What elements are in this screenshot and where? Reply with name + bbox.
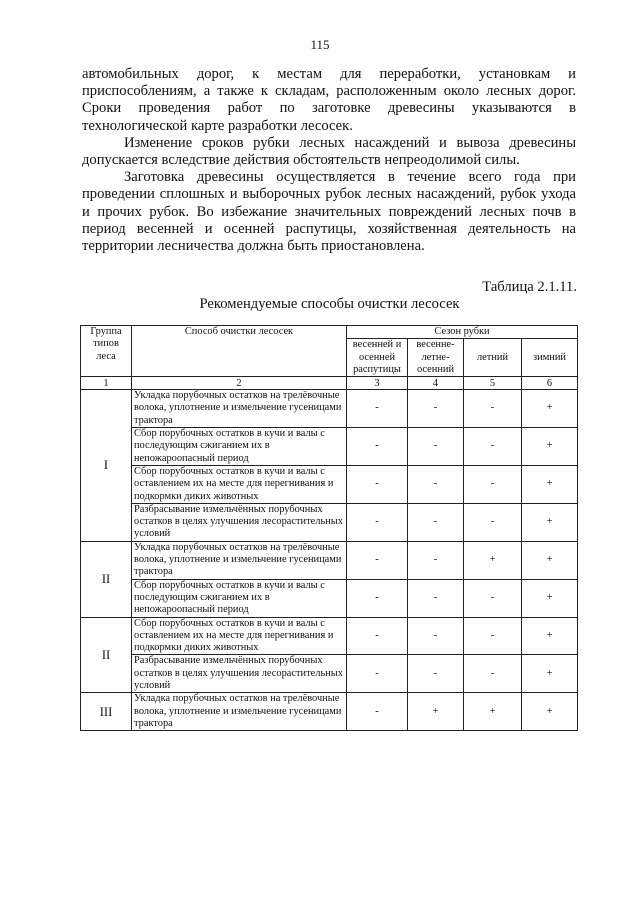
mark-cell: + xyxy=(464,693,522,731)
table-row xyxy=(81,465,578,503)
mark-cell: - xyxy=(408,428,464,466)
mark-cell: + xyxy=(522,465,578,503)
paragraph: Заготовка древесины осуществляется в течение всего года при проведении сплошных и выборочных рубок лесных насаждений, рубок ухода и прочих рубок. Во избежание значительных повреждений лесных почв в период весенней и осенней распутицы, хозяйственная деятельность на территории лесничества должна быть приостановлена. xyxy=(82,169,576,255)
mark-cell: - xyxy=(464,428,522,466)
table-row xyxy=(81,428,578,466)
mark-cell: - xyxy=(408,465,464,503)
mark-cell: - xyxy=(408,390,464,428)
table-row xyxy=(81,579,578,617)
mark-cell: - xyxy=(408,655,464,693)
column-number: 1 xyxy=(81,377,132,390)
mark-cell: - xyxy=(347,541,408,579)
mark-cell: + xyxy=(408,693,464,731)
column-number: 5 xyxy=(464,377,522,390)
group-cell: II xyxy=(81,617,132,693)
mark-cell: + xyxy=(522,390,578,428)
column-number: 3 xyxy=(347,377,408,390)
mark-cell: + xyxy=(522,428,578,466)
mark-cell: - xyxy=(464,503,522,541)
mark-cell: + xyxy=(464,541,522,579)
method-cell: Сбор порубочных остатков в кучи и валы с последующим сжиганием их в непожароопасный период xyxy=(132,579,347,617)
table-row xyxy=(81,655,578,693)
mark-cell: - xyxy=(347,465,408,503)
group-cell: I xyxy=(81,390,132,542)
column-number: 2 xyxy=(132,377,347,390)
mark-cell: - xyxy=(347,428,408,466)
header-group: Группа типов леса xyxy=(81,326,132,377)
mark-cell: + xyxy=(522,655,578,693)
header-summer: летний xyxy=(464,339,522,377)
group-cell: II xyxy=(81,541,132,617)
method-cell: Разбрасывание измельчённых порубочных остатков в целях улучшения лесорастительных условий xyxy=(132,655,347,693)
table-label: Таблица 2.1.11. xyxy=(482,279,577,295)
mark-cell: - xyxy=(464,579,522,617)
body-text xyxy=(82,66,576,255)
header-season: Сезон рубки xyxy=(347,326,578,339)
mark-cell: - xyxy=(408,503,464,541)
column-number: 4 xyxy=(408,377,464,390)
method-cell: Укладка порубочных остатков на трелёвочные волока, уплотнение и измельчение гусеницами трактора xyxy=(132,390,347,428)
mark-cell: - xyxy=(347,655,408,693)
table-row xyxy=(81,617,578,655)
header-winter: зимний xyxy=(522,339,578,377)
table-row xyxy=(81,390,578,428)
mark-cell: - xyxy=(347,579,408,617)
paragraph: автомобильных дорог, к местам для переработки, установкам и приспособлениям, а также к складам, расположенным около лесных дорог. Сроки проведения работ по заготовке древесины указываются в технологической карте разработки лесосек. xyxy=(82,66,576,134)
mark-cell: - xyxy=(408,541,464,579)
header-method: Способ очистки лесосек xyxy=(132,326,347,377)
table-row xyxy=(81,503,578,541)
mark-cell: - xyxy=(347,390,408,428)
mark-cell: - xyxy=(408,617,464,655)
page-number: 115 xyxy=(310,37,330,52)
method-cell: Укладка порубочных остатков на трелёвочные волока, уплотнение и измельчение гусеницами трактора xyxy=(132,693,347,731)
mark-cell: - xyxy=(464,655,522,693)
mark-cell: - xyxy=(464,390,522,428)
mark-cell: - xyxy=(347,617,408,655)
method-cell: Сбор порубочных остатков в кучи и валы с оставлением их на месте для перегнивания и подкормки диких животных xyxy=(132,617,347,655)
mark-cell: + xyxy=(522,579,578,617)
mark-cell: + xyxy=(522,693,578,731)
table-row xyxy=(81,693,578,731)
mark-cell: - xyxy=(347,503,408,541)
mark-cell: - xyxy=(408,579,464,617)
paragraph: Изменение сроков рубки лесных насаждений и вывоза древесины допускается вследствие действия обстоятельств непреодолимой силы. xyxy=(82,134,576,169)
group-cell: III xyxy=(81,693,132,731)
mark-cell: - xyxy=(464,617,522,655)
method-cell: Укладка порубочных остатков на трелёвочные волока, уплотнение и измельчение гусеницами трактора xyxy=(132,541,347,579)
mark-cell: + xyxy=(522,541,578,579)
column-number: 6 xyxy=(522,377,578,390)
method-cell: Сбор порубочных остатков в кучи и валы с оставлением их на месте для перегнивания и подкормки диких животных xyxy=(132,465,347,503)
method-cell: Разбрасывание измельчённых порубочных остатков в целях улучшения лесорастительных условий xyxy=(132,503,347,541)
mark-cell: + xyxy=(522,503,578,541)
header-spring-summer-autumn: весенне-летне-осенний xyxy=(408,339,464,377)
table-title: Рекомендуемые способы очистки лесосек xyxy=(199,296,460,312)
mark-cell: - xyxy=(464,465,522,503)
table-row xyxy=(81,541,578,579)
mark-cell: + xyxy=(522,617,578,655)
cleaning-methods-table xyxy=(80,325,578,731)
method-cell: Сбор порубочных остатков в кучи и валы с последующим сжиганием их в непожароопасный период xyxy=(132,428,347,466)
header-spring-autumn: весенней и осенней распутицы xyxy=(347,339,408,377)
mark-cell: - xyxy=(347,693,408,731)
